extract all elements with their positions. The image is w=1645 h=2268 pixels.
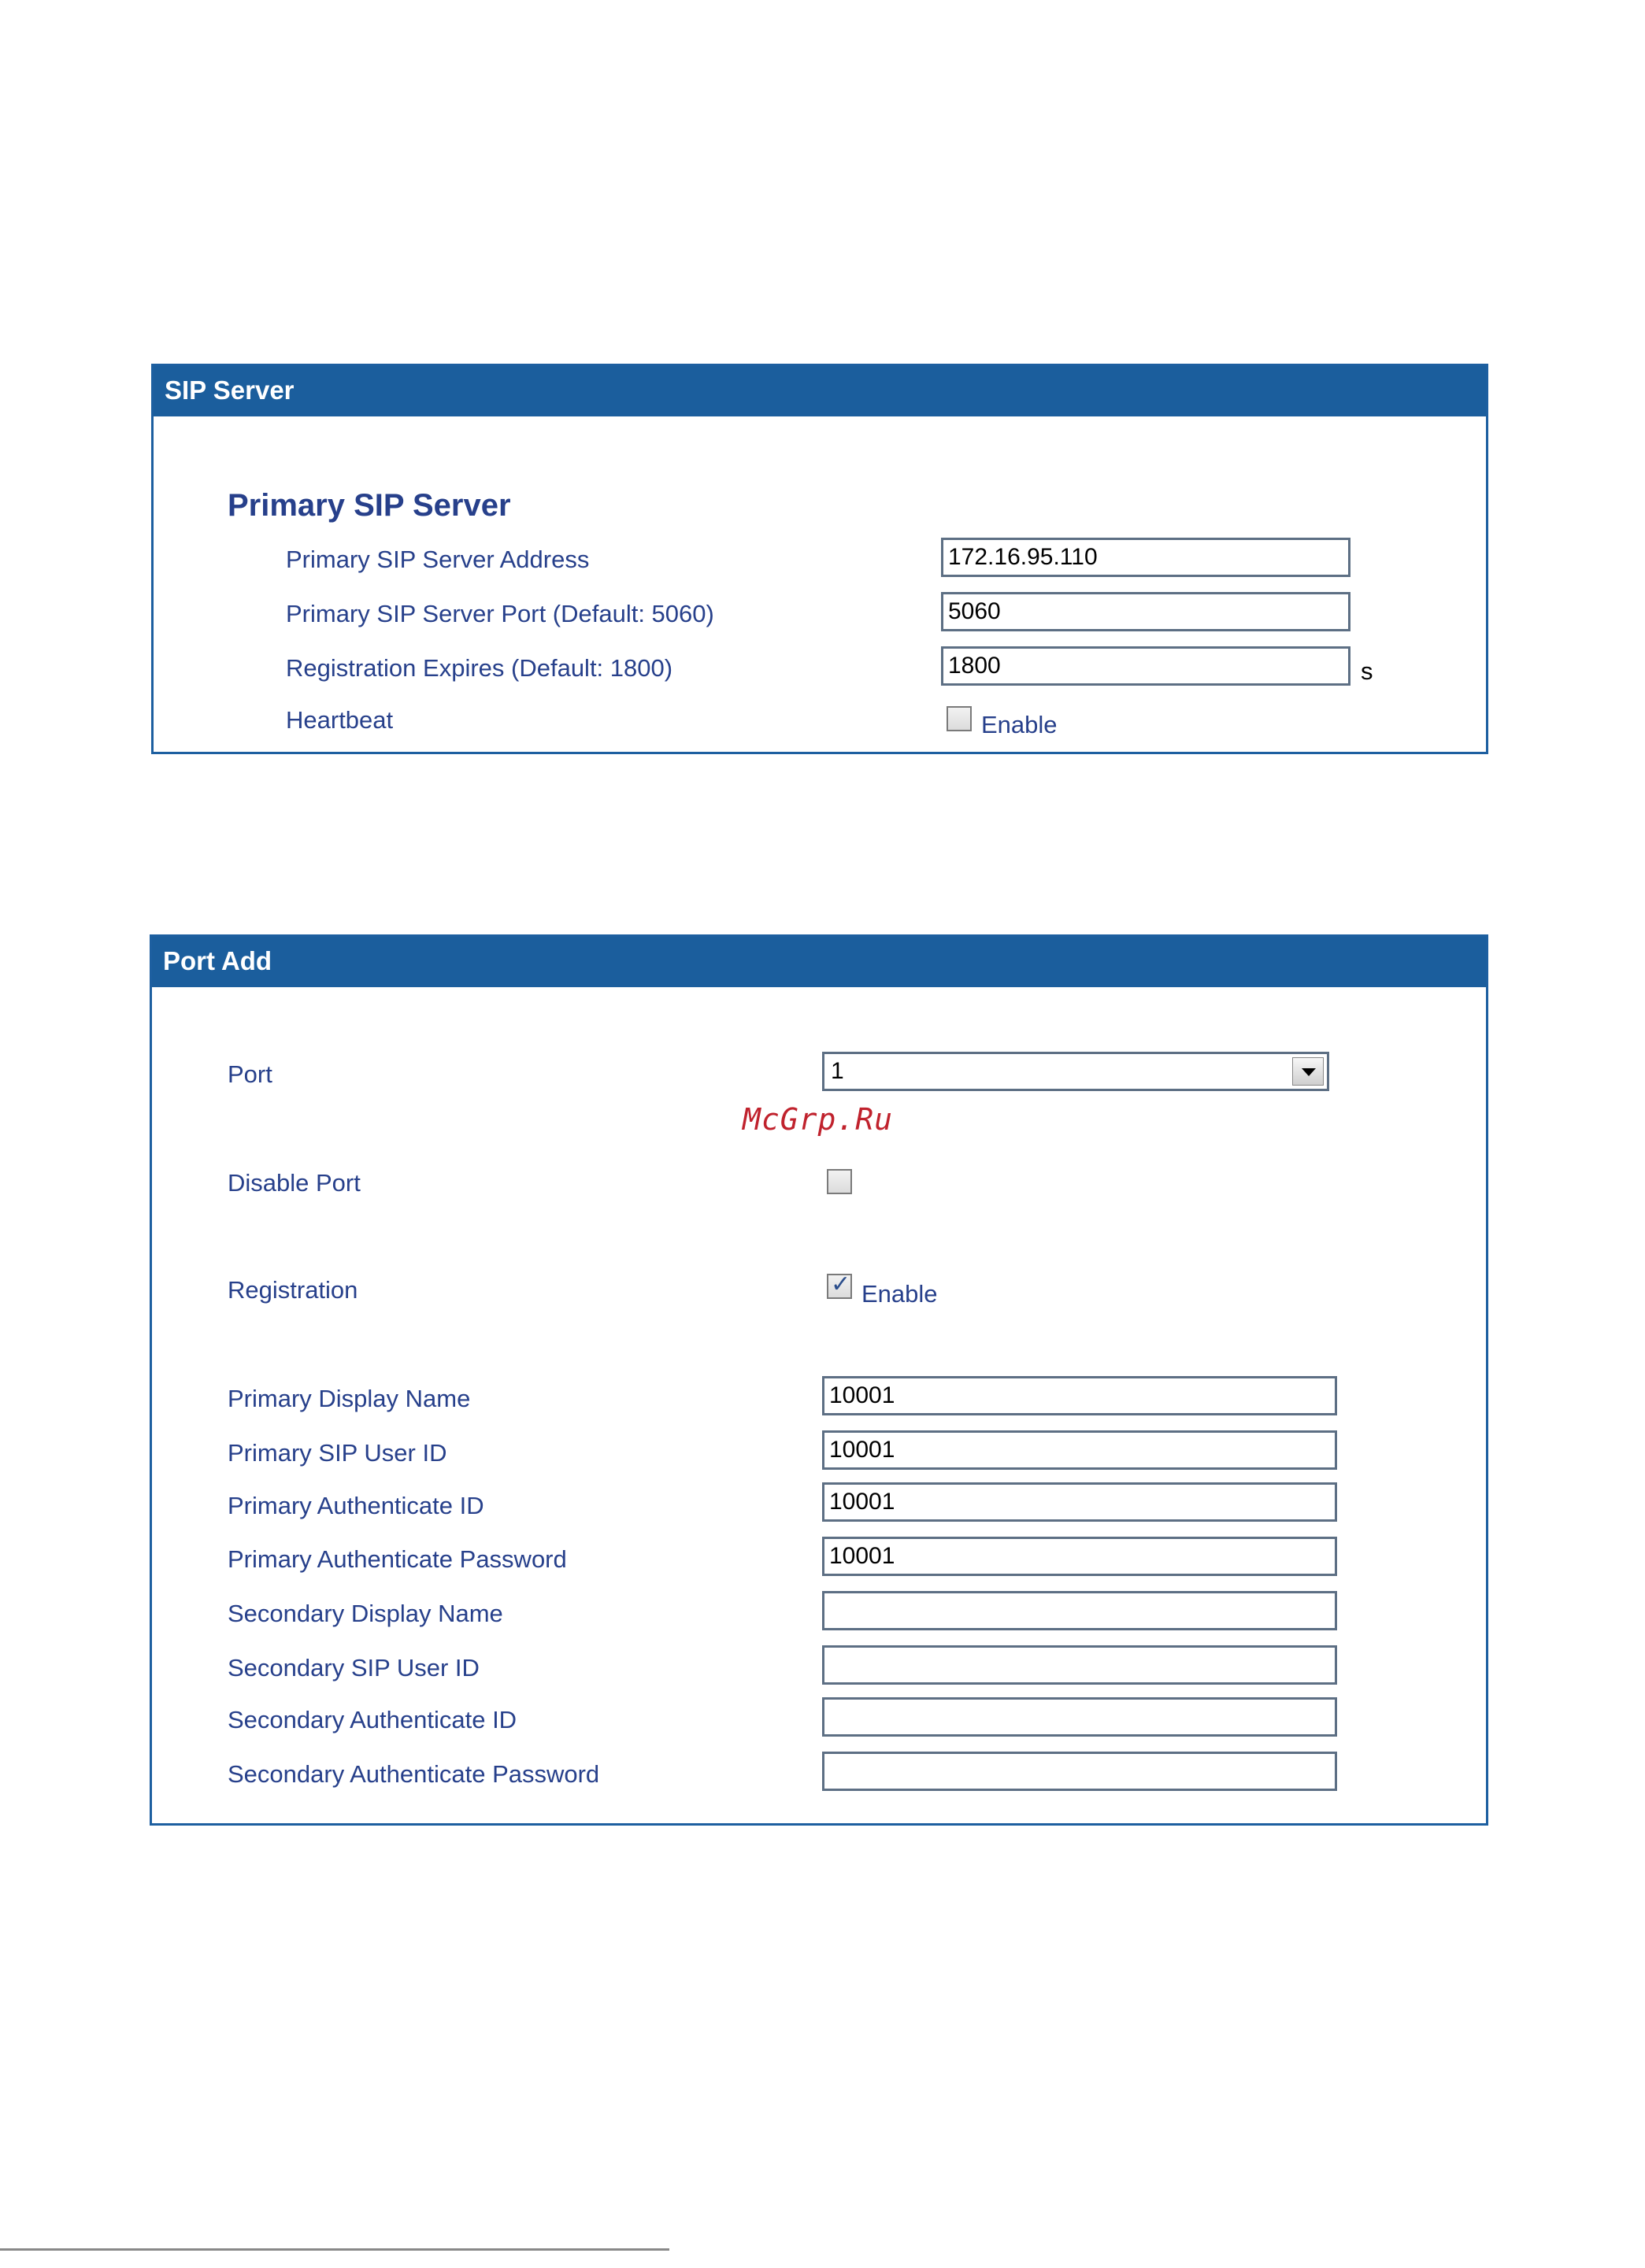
heartbeat-checkbox[interactable]: [947, 706, 972, 731]
port-select-value: 1: [831, 1058, 844, 1084]
registration-expires-input[interactable]: [941, 646, 1350, 686]
primary-authenticate-password-input[interactable]: [822, 1537, 1337, 1576]
primary-sip-server-port-label: Primary SIP Server Port (Default: 5060): [286, 600, 714, 627]
secondary-authenticate-id-label: Secondary Authenticate ID: [228, 1706, 517, 1733]
secondary-sip-user-id-input[interactable]: [822, 1645, 1337, 1685]
heartbeat-label: Heartbeat: [286, 706, 394, 734]
port-add-panel: [150, 934, 1488, 1826]
primary-sip-server-port-input[interactable]: [941, 592, 1350, 631]
secondary-sip-user-id-label: Secondary SIP User ID: [228, 1654, 480, 1682]
primary-authenticate-password-label: Primary Authenticate Password: [228, 1545, 567, 1573]
primary-sip-server-address-label: Primary SIP Server Address: [286, 546, 590, 573]
port-select[interactable]: [822, 1052, 1329, 1091]
disable-port-checkbox[interactable]: [827, 1169, 852, 1194]
primary-sip-server-address-input[interactable]: [941, 538, 1350, 577]
primary-authenticate-id-label: Primary Authenticate ID: [228, 1492, 484, 1519]
heartbeat-enable-label: Enable: [981, 711, 1058, 738]
secondary-display-name-label: Secondary Display Name: [228, 1600, 503, 1627]
primary-authenticate-id-input[interactable]: [822, 1482, 1337, 1522]
sip-server-panel: [151, 364, 1488, 754]
primary-sip-user-id-input[interactable]: [822, 1430, 1337, 1470]
registration-expires-label: Registration Expires (Default: 1800): [286, 654, 673, 682]
secondary-authenticate-password-input[interactable]: [822, 1752, 1337, 1791]
primary-sip-user-id-label: Primary SIP User ID: [228, 1439, 447, 1467]
registration-enable-label: Enable: [861, 1280, 938, 1308]
secondary-authenticate-id-input[interactable]: [822, 1697, 1337, 1737]
secondary-authenticate-password-label: Secondary Authenticate Password: [228, 1760, 600, 1788]
disable-port-label: Disable Port: [228, 1169, 361, 1197]
registration-label: Registration: [228, 1276, 358, 1304]
secondary-display-name-input[interactable]: [822, 1591, 1337, 1630]
sip-server-header: SIP Server: [154, 366, 1486, 416]
port-add-header: Port Add: [152, 937, 1486, 987]
chevron-down-icon[interactable]: [1292, 1057, 1324, 1086]
watermark-text: McGrp.Ru: [743, 1102, 894, 1137]
port-label: Port: [228, 1060, 272, 1088]
primary-display-name-input[interactable]: [822, 1376, 1337, 1415]
primary-sip-server-title: Primary SIP Server: [228, 488, 511, 523]
registration-checkbox[interactable]: [827, 1274, 852, 1299]
footer-divider: [0, 2248, 669, 2251]
primary-display-name-label: Primary Display Name: [228, 1385, 471, 1412]
registration-expires-unit: s: [1361, 657, 1373, 685]
